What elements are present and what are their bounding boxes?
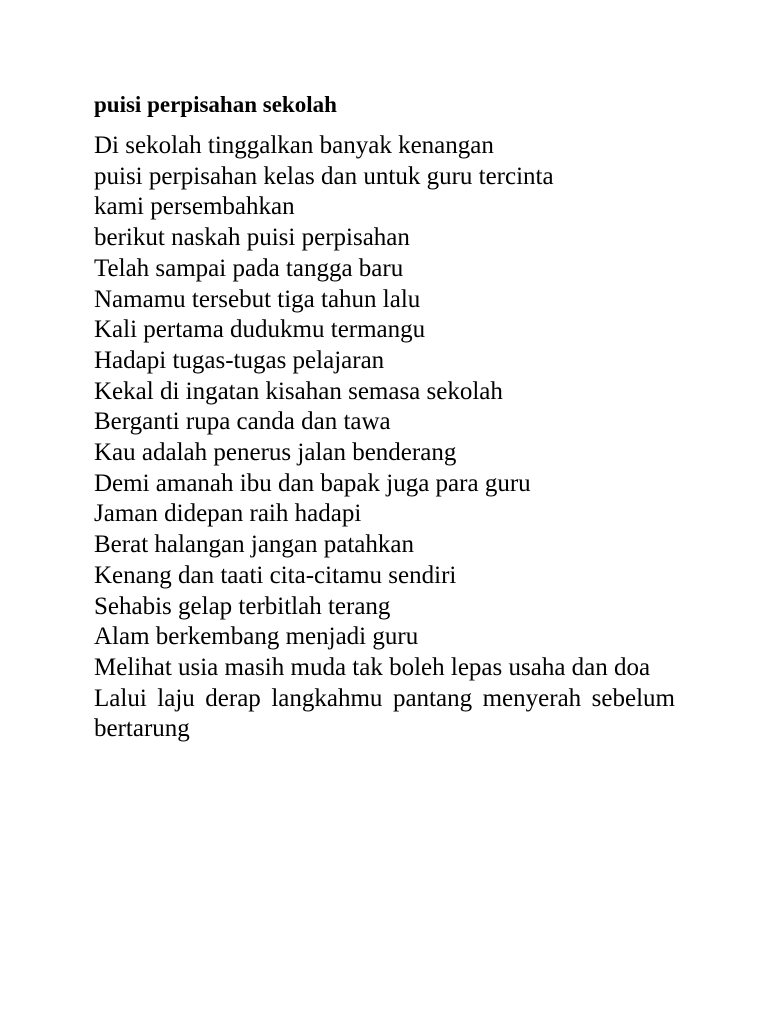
poem-line: Kau adalah penerus jalan benderang bbox=[94, 439, 457, 467]
poem-line: Demi amanah ibu dan bapak juga para guru bbox=[94, 469, 531, 497]
poem-line: Di sekolah tinggalkan banyak kenangan bbox=[94, 132, 494, 159]
poem-line: Kenang dan taati cita-citamu sendiri bbox=[94, 561, 457, 589]
poem-line: Melihat usia masih muda tak boleh lepas usaha dan doa bbox=[94, 653, 651, 681]
poem-line: Alam berkembang menjadi guru bbox=[94, 623, 419, 651]
poem-line: Lalui laju derap langkahmu pantang menyerah sebelum bertarung bbox=[94, 684, 675, 743]
poem-line: Telah sampai pada tangga baru bbox=[94, 254, 404, 282]
poem-line: Kekal di ingatan kisahan semasa sekolah bbox=[94, 377, 503, 405]
poem-line: Berat halangan jangan patahkan bbox=[94, 531, 414, 559]
poem-line: puisi perpisahan kelas dan untuk guru tercinta bbox=[94, 162, 554, 190]
poem-line: Jaman didepan raih hadapi bbox=[94, 500, 362, 528]
poem-line: Berganti rupa canda dan tawa bbox=[94, 408, 391, 436]
poem-line: berikut naskah puisi perpisahan bbox=[94, 224, 410, 252]
poem-line: Sehabis gelap terbitlah terang bbox=[94, 592, 391, 620]
poem-line: Kali pertama dudukmu termangu bbox=[94, 316, 426, 344]
poem-body bbox=[94, 131, 675, 745]
document-title: puisi perpisahan sekolah bbox=[94, 92, 337, 117]
poem-line: Hadapi tugas-tugas pelajaran bbox=[94, 346, 385, 374]
poem-line: Namamu tersebut tiga tahun lalu bbox=[94, 285, 421, 313]
poem-line: kami persembahkan bbox=[94, 193, 295, 221]
